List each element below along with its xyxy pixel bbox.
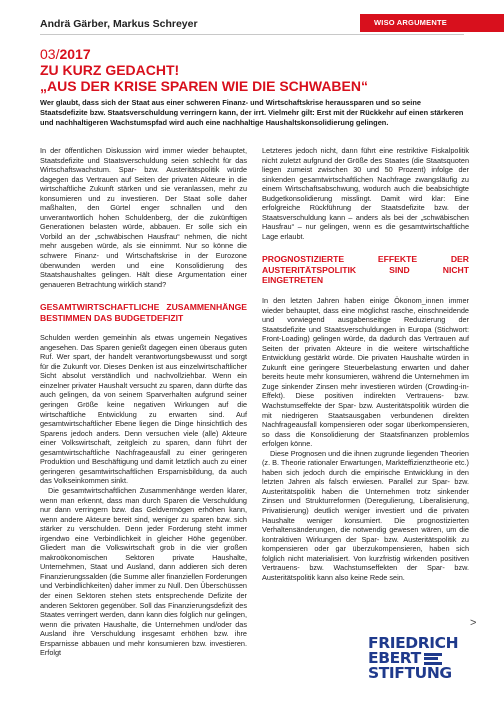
fes-logo [368, 636, 478, 681]
lead-paragraph: Wer glaubt, dass sich der Staat aus einer schweren Finanz- und Wirtschaftskrise heraussparen und so seine Staatsdefizite bzw. Staatsverschuldung verringern kann, der irrt. Vielmehr gilt: Erst mit der Rückkehr auf einen stärkeren und nachhaltigeren Wachstumspfad wird auch eine nachhaltige Haushaltskonsolidierung gelingen. [40, 98, 464, 127]
page-title-line1: ZU KURZ GEDACHT! [40, 62, 180, 78]
next-page-arrow-icon[interactable]: > [470, 617, 477, 629]
body-paragraph: In der öffentlichen Diskussion wird immer wieder behauptet, Staatsdefizite und Staatsverschuldung seien schlecht für das Wirtschaftswachstum. Spar- bzw. Austeritätspolitik würde dagegen das Vertrauen auf Seiten der privaten Akteure in die wirtschaftliche Zukunft stärken und sie veranlassen, mehr zu konsumieren und zu investieren. Der Staat solle daher maßhalten, den Gürtel enger schnallen und den unverantwortlich hohen Schuldenberg, der die zukünftigen Generationen belasten würde, abbauen. Er solle sich ein Vorbild an der „schwäbischen Hausfrau“ nehmen, die nicht mehr ausgeben würde, als sie einnimmt. Nur so könne die schwere Finanz- und Wirtschaftskrise in der Eurozone überwunden werden und eine Konsolidierung des Staatshaushaltes gelingen. Hält diese Argumentation einer genaueren Betrachtung wirklich stand? [40, 146, 247, 289]
logo-line-3: STIFTUNG [368, 664, 452, 682]
body-paragraph: Diese Prognosen und die ihnen zugrunde liegenden Theorien (z. B. Theorie rationaler Erwartungen, Markteffizienztheorie etc.) haben sich jedoch durch die empirische Entwicklung in den letzten Jahren als falsch erwiesen. Parallel zur Spar- bzw. Austeritätspolitik haben die Unternehmen trotz sinkender Zinsen und Strukturreformen (Deregulierung, Liberalisierung, Privatisierung) deutlich weniger investiert und die privaten Haushalte weniger konsumiert. Die prognostizierten Verhaltensänderungen, die notwendig gewesen wären, um die kontraktiven Wirkungen der Spar- bzw. Austeritätspolitik zu kompensieren oder gar überzukompensieren, haben sich folglich nicht materialisiert. Von kurzfristig wirkenden positiven Vertrauens- bzw. Wachstumseffekten der Spar- bzw. Austeritätspolitik kann also keine Rede sein. [262, 448, 469, 582]
body-paragraph: Schulden werden gemeinhin als etwas ungemein Negatives angesehen. Das Sparen genießt dagegen einen überaus guten Ruf. Wer spart, der handelt verantwortungsbewusst und sorgt für die Zukunft vor. Dieses Denken ist aus einzelwirtschaftlicher Sicht absolut verständlich und nachvollziehbar. Wenn ein einzelner privater Haushalt versucht zu sparen, dann dürfte das auch gelingen, da von seinem Sparverhalten aufgrund seiner geringen Größe keine negativen Wirkungen auf die wirtschaftliche Entwicklung zu erwarten sind. Auf gesamtwirtschaftlicher Ebene liegen die Dinge hinsichtlich des Sparens jedoch anders. Denn versuchen viele (alle) Akteure einer Volkswirtschaft, zeitgleich zu sparen, dann führt der gesamtwirtschaftliche Nachfrageausfall zu einer geringeren Produktion und Beschäftigung und damit letztlich auch zu einer geringeren gesamtwirtschaftlichen Ersparnisbildung, da auch das Volkseinkommen sinkt. [40, 333, 247, 486]
page-title-line2: „AUS DER KRISE SPAREN WIE DIE SCHWABEN“ [40, 78, 368, 94]
body-paragraph: Letzteres jedoch nicht, dann führt eine restriktive Fiskalpolitik nicht zuletzt aufgrund der Größe des Staates (die Staatsquoten liegen zumeist zwischen 30 und 50 Prozent) infolge der sinkenden gesamtwirtschaftlichen Nachfrage zwangsläufig zu einem Wirtschaftsabschwung, wodurch auch die beabsichtigte Budgetkonsolidierung misslingt. Damit wird klar: Eine erfolgreiche Rückführung der Staatsdefizite bzw. der Staatsverschuldung kann – anders als bei der „schwäbischen Hausfrau“ – nur gelingen, wenn es die gesamtwirtschaftliche Lage erlaubt. [262, 146, 469, 241]
section-heading: PROGNOSTIZIERTE EFFEKTE DER AUSTERITÄTSPOLITIK SIND NICHT EINGETRETEN [262, 254, 469, 286]
header-divider [40, 34, 464, 35]
body-paragraph: Die gesamtwirtschaftlichen Zusammenhänge werden klarer, wenn man erkennt, dass man durch Sparen die Verschuldung nur dann verringern bzw. das Geldvermögen erhöhen kann, wenn andere Akteure bereit sind, weniger zu sparen bzw. sich stärker zu verschulden. Denn jeder Forderung steht immer irgendwo eine Verbindlichkeit in gleicher Höhe gegenüber. Gliedert man die Volkswirtschaft grob in die vier großen makroökonomischen Sektoren private Haushalte, Unternehmen, Staat und Ausland, dann addieren sich deren Finanzierungssalden (die Summe aller finanziellen Forderungen und Verbindlichkeiten) daher immer zu Null. Den Überschüssen der einen Sektoren stehen stets entsprechende Defizite der anderen Sektoren gegenüber. Soll das Finanzierungsdefizit des Staates verringert werden, dann kann dies folglich nur gelingen, wenn die privaten Haushalte, die Unternehmen und/oder das Ausland ihre Verschuldung insgesamt erhöhen bzw. ihre Ersparnisse abbauen und mehr konsumieren bzw. investieren. Erfolgt [40, 485, 247, 658]
issue-number-prefix: 03/ [40, 46, 60, 62]
issue-number [40, 46, 91, 62]
authors: Andrä Gärber, Markus Schreyer [40, 18, 198, 30]
left-column [40, 146, 247, 658]
logo-line-1: FRIEDRICH [368, 634, 459, 652]
body-paragraph: In den letzten Jahren haben einige Ökonom_innen immer wieder behauptet, dass eine möglichst rasche, einschneidende und vorwiegend ausgabenseitige Reduzierung der Staatsdefizite und Staatsverschuldungen in Europa (Stichwort: Front-Loading) gelingen würde, da dadurch das Vertrauen auf Seiten der privaten Akteure in die weitere wirtschaftliche Entwicklung gestärkt würde. Die privaten Haushalte würden in Zukunft eine geringere Steuerbelastung erwarten und daher bereits heute mehr konsumieren, während die Unternehmen im Zuge sinkender Zinsen mehr investieren würden (Crowding-in-Effekt). Diese positiven indirekten Vertrauens- bzw. Wachstumseffekte der Spar- bzw. Austeritätspolitik würden die mit niedrigeren Staatsausgaben verbundenen direkten Nachfrageausfall kompensieren oder sogar überkompensieren, so dass die Konsolidierung der Staatsfinanzen problemlos erfolgen könne. [262, 295, 469, 449]
logo-bars-icon [424, 653, 442, 665]
series-badge: WISO ARGUMENTE [360, 14, 504, 32]
issue-year: 2017 [59, 46, 91, 62]
logo-line-2: EBERT [368, 649, 421, 667]
right-column [262, 146, 469, 582]
section-heading: GESAMTWIRTSCHAFTLICHE ZUSAMMENHÄNGE BESTIMMEN DAS BUDGETDEFIZIT [40, 302, 247, 323]
